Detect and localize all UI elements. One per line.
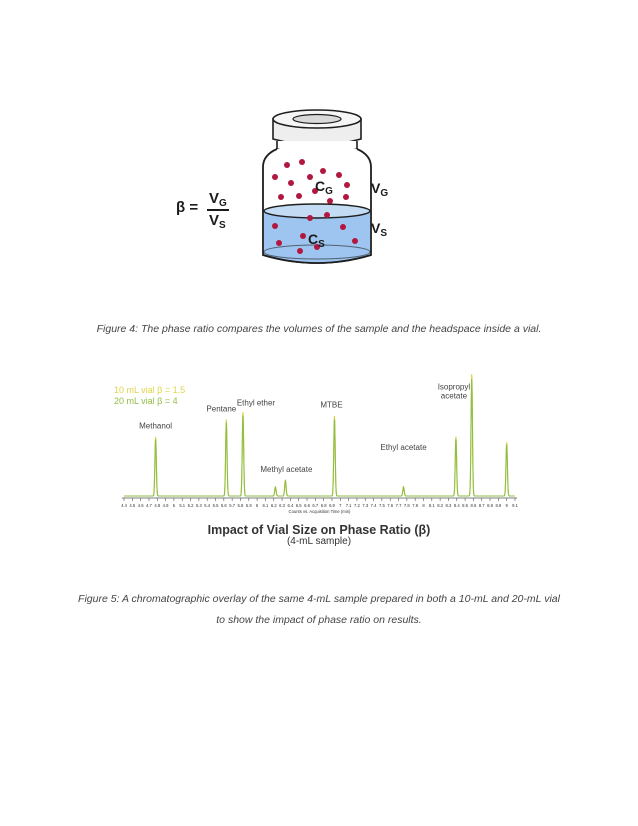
cs-label: $C_S$ [308, 231, 325, 250]
x-tick-label: 7.4 [370, 503, 377, 508]
peak-label: Ethyl acetate [380, 442, 427, 452]
x-tick-label: 5.3 [195, 503, 202, 508]
x-tick-label: 8.4 [453, 503, 460, 508]
peak-label: Methyl acetate [260, 465, 313, 475]
formula-numerator: $V_G$ [209, 190, 227, 209]
chromatogram-chart [0, 360, 638, 520]
x-tick-label: 6.3 [279, 503, 285, 508]
x-tick-label: 8.6 [470, 503, 477, 508]
x-tick-label: 5.9 [245, 503, 252, 508]
x-tick-label: 9.1 [512, 503, 518, 508]
x-tick-label: 6.8 [320, 503, 327, 508]
x-tick-label: 7.7 [395, 503, 402, 508]
x-tick-label: 6.1 [262, 503, 269, 508]
liquid-surface [264, 204, 370, 218]
x-tick-label: 7.8 [403, 503, 410, 508]
x-tick-label: 6.9 [329, 503, 335, 508]
vg-label: $V_G$ [371, 180, 389, 199]
figure4-caption: Figure 4: The phase ratio compares the volumes of the sample and the headspace inside a vial. [96, 323, 542, 335]
x-tick-label: 8.5 [462, 503, 468, 508]
x-tick-label: 6.4 [287, 503, 294, 508]
x-tick-label: 4.6 [137, 503, 144, 508]
peak-label: Ethyl ether [236, 398, 276, 408]
figure5-caption: Figure 5: A chromatographic overlay of the same 4-mL sample prepared in both a 10-mL and 20-mL vial to show the impact of phase ratio on results. [78, 593, 560, 626]
x-tick-label: 7.2 [354, 503, 360, 508]
x-tick-label: 7.9 [412, 503, 419, 508]
vial-cap [273, 110, 361, 145]
x-tick-label: 7.6 [387, 503, 394, 508]
x-tick-label: 5 [172, 503, 176, 508]
cg-label: $C_G$ [315, 178, 333, 197]
x-tick-label: 9 [505, 503, 508, 508]
x-tick-label: 4.7 [146, 503, 152, 508]
x-tick-label: 5.7 [229, 503, 236, 508]
x-tick-label: 8.9 [495, 503, 502, 508]
x-tick-label: 5.8 [237, 503, 244, 508]
x-tick-label: 5.1 [179, 503, 186, 508]
x-tick-label: 6.6 [304, 503, 310, 508]
x-tick-label: 7.1 [345, 503, 352, 508]
x-tick-label: 8.8 [487, 503, 493, 508]
x-tick-label: 7 [339, 503, 342, 508]
x-tick-label: 5.6 [220, 503, 227, 508]
peak-label: Methanol [139, 421, 173, 431]
x-tick-label: 6 [255, 503, 259, 508]
x-tick-label: 8.3 [445, 503, 452, 508]
x-tick-label: 4.5 [129, 503, 136, 508]
peak-label: acetate [440, 391, 468, 401]
x-tick-label: 7.5 [378, 503, 385, 508]
vs-label: $V_S$ [371, 220, 388, 239]
x-tick-label: 4.8 [154, 503, 161, 508]
peak-label: Isopropyl [437, 382, 471, 392]
x-tick-label: 4.9 [162, 503, 169, 508]
chart-subtitle: (4-mL sample) [286, 536, 352, 547]
x-axis-label: Counts vs. Acquisition Time (min) [288, 509, 351, 514]
chart-title: Impact of Vial Size on Phase Ratio (β) [207, 523, 431, 537]
x-tick-label: 7.3 [362, 503, 369, 508]
fraction-bar [207, 209, 229, 211]
phase-ratio-formula [176, 188, 236, 232]
x-tick-label: 6.7 [312, 503, 319, 508]
x-tick-label: 4.4 [121, 503, 127, 508]
peak-label: MTBE [320, 400, 343, 410]
x-tick-label: 8.1 [428, 503, 435, 508]
formula-denominator: $V_S$ [209, 212, 226, 231]
x-tick-label: 6.2 [270, 503, 277, 508]
x-tick-label: 8 [422, 503, 425, 508]
x-tick-label: 8.2 [437, 503, 444, 508]
x-tick-label: 5.4 [204, 503, 211, 508]
peak-label: Pentane [206, 404, 237, 414]
legend-entry: 20 mL vial β = 4 [114, 396, 178, 406]
legend-entry: 10 mL vial β = 1.5 [114, 385, 186, 395]
x-tick-label: 8.7 [478, 503, 485, 508]
x-tick-label: 5.2 [187, 503, 194, 508]
x-tick-label: 5.5 [212, 503, 219, 508]
beta-symbol: β = [176, 199, 199, 216]
x-tick-label: 6.5 [295, 503, 302, 508]
